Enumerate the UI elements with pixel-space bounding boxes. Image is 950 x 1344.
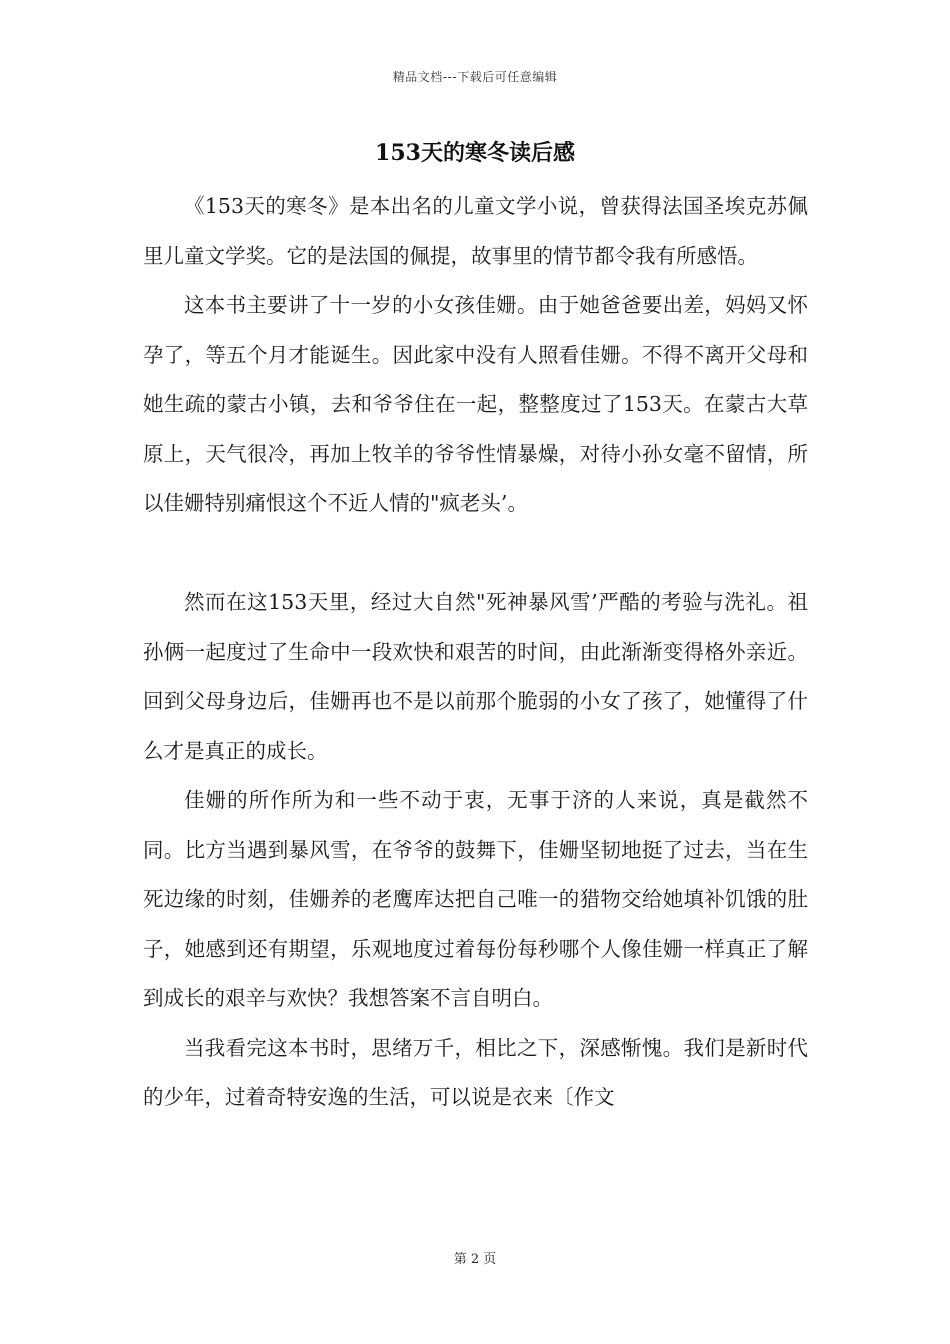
page-header: 精品文档---下载后可任意编辑 (392, 70, 558, 84)
paragraph-spacer (143, 529, 808, 579)
paragraph: 这本书主要讲了十一岁的小女孩佳姗。由于她爸爸要出差，妈妈又怀孕了，等五个月才能诞生。因此家中没有人照看佳姗。不得不离开父母和她生疏的蒙古小镇，去和爷爷住在一起，整整度过了153天。在蒙古大草原上，天气很冷，再加上牧羊的爷爷性情暴燥，对待小孙女毫不留情，所以佳姗特别痛恨这个不近人情的"疯老头’。 (143, 293, 808, 515)
paragraph: 《153天的寒冬》是本出名的儿童文学小说，曾获得法国圣埃克苏佩里儿童文学奖。它的是法国的佩提，故事里的情节都令我有所感悟。 (143, 194, 808, 268)
paragraph: 当我看完这本书时，思绪万千，相比之下，深感惭愧。我们是新时代的少年，过着奇特安逸的生活，可以说是衣来〔作文 (143, 1035, 808, 1109)
page-number: 第 2 页 (453, 1252, 497, 1267)
document-body (143, 182, 808, 1123)
document-title: 153天的寒冬读后感 (375, 140, 575, 166)
paragraph: 佳姗的所作所为和一些不动于衷，无事于济的人来说，真是截然不同。比方当遇到暴风雪，在爷爷的鼓舞下，佳姗坚韧地挺了过去，当在生死边缘的时刻，佳姗养的老鹰库达把自己唯一的猎物交给她填补饥饿的肚子，她感到还有期望，乐观地度过着每份每秒哪个人像佳姗一样真正了解到成长的艰辛与欢快？我想答案不言自明白。 (143, 788, 808, 1010)
paragraph: 然而在这153天里，经过大自然"死神暴风雪’严酷的考验与洗礼。祖孙俩一起度过了生命中一段欢快和艰苦的时间，由此渐渐变得格外亲近。回到父母身边后，佳姗再也不是以前那个脆弱的小女了孩了，她懂得了什么才是真正的成长。 (143, 590, 808, 763)
